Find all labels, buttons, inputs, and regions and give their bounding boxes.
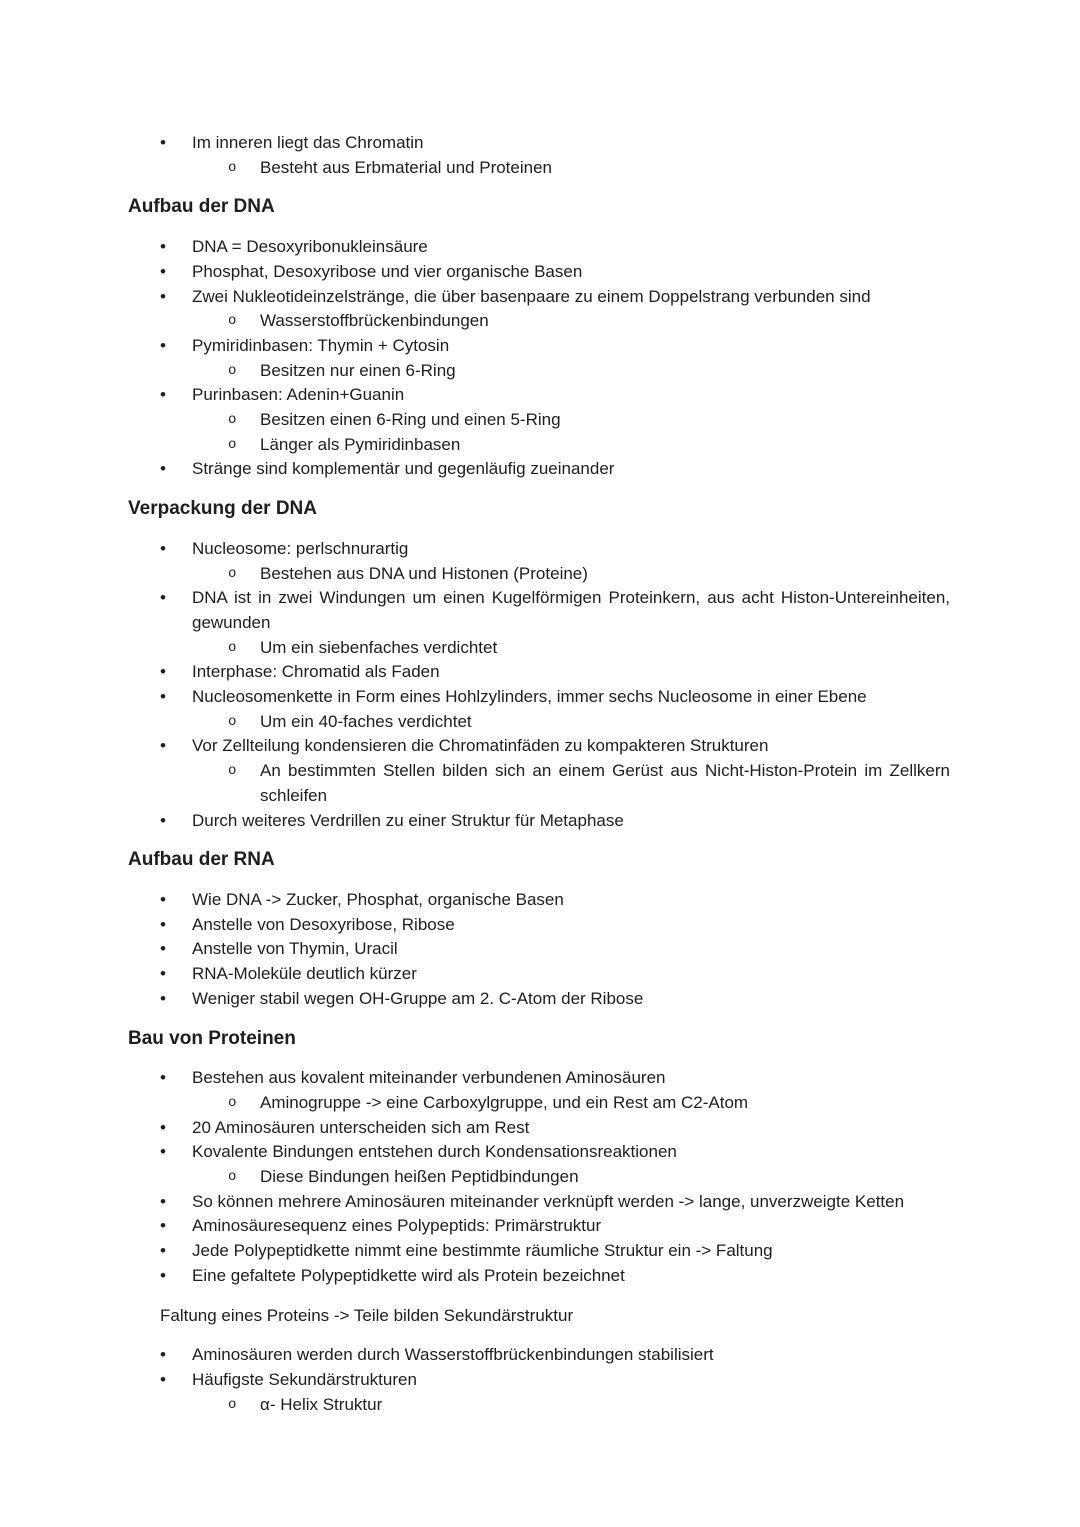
list-item: [128, 156, 950, 181]
list-item-text: DNA ist in zwei Windungen um einen Kugelförmigen Proteinkern, aus acht Histon-Untereinheiten, gewunden: [192, 588, 950, 632]
list-item: [128, 636, 950, 661]
circle-bullet-icon: o: [228, 436, 237, 453]
bullet-list: [128, 1066, 950, 1288]
list-item-text: DNA = Desoxyribonukleinsäure: [192, 237, 428, 257]
bullet-list: [128, 235, 950, 482]
circle-bullet-icon: o: [228, 639, 237, 656]
circle-bullet-icon: o: [228, 1169, 237, 1186]
bullet-icon: •: [160, 1369, 166, 1389]
list-item: [128, 131, 950, 156]
bullet-icon: •: [160, 988, 166, 1008]
bullet-icon: •: [160, 889, 166, 909]
list-item: [128, 734, 950, 759]
section-heading-verpackung-der-dna: Verpackung der DNA: [128, 498, 317, 520]
list-item: [128, 710, 950, 735]
bullet-icon: •: [160, 1142, 166, 1162]
circle-bullet-icon: o: [228, 763, 237, 780]
list-item: [128, 586, 950, 635]
list-item: [128, 235, 950, 260]
list-item: [128, 1393, 950, 1418]
bullet-icon: •: [160, 261, 166, 281]
section-heading-aufbau-der-rna: Aufbau der RNA: [128, 849, 275, 871]
list-item-text: Häufigste Sekundärstrukturen: [192, 1369, 417, 1389]
bullet-icon: •: [160, 1117, 166, 1137]
bullet-icon: •: [160, 1216, 166, 1236]
list-item: [128, 433, 950, 458]
bullet-list: [128, 1343, 950, 1417]
list-item-text: Um ein siebenfaches verdichtet: [260, 637, 498, 657]
list-item-text: Stränge sind komplementär und gegenläufig zueinander: [192, 459, 615, 479]
list-item: [128, 1116, 950, 1141]
list-item-text: Im inneren liegt das Chromatin: [192, 133, 424, 152]
list-item-text: Wasserstoffbrückenbindungen: [260, 311, 489, 331]
list-item: [128, 408, 950, 433]
list-item-text: So können mehrere Aminosäuren miteinander verknüpft werden -> lange, unverzweigte Ketten: [192, 1191, 905, 1211]
list-item: [128, 987, 950, 1012]
bullet-list: [128, 537, 950, 833]
list-item: [128, 888, 950, 913]
circle-bullet-icon: o: [228, 313, 237, 330]
bullet-icon: •: [160, 1191, 166, 1211]
list-item-text: RNA-Moleküle deutlich kürzer: [192, 964, 417, 984]
list-item-text: Besitzen einen 6-Ring und einen 5-Ring: [260, 410, 561, 430]
list-item-text: Wie DNA -> Zucker, Phosphat, organische Basen: [192, 889, 564, 909]
list-item: [128, 809, 950, 834]
list-item-text: Anstelle von Thymin, Uracil: [192, 939, 398, 959]
list-item-text: Phosphat, Desoxyribose und vier organische Basen: [192, 261, 583, 281]
list-item: [128, 359, 950, 384]
list-item: [128, 457, 950, 482]
list-item: [128, 913, 950, 938]
list-item-text: Kovalente Bindungen entstehen durch Kondensationsreaktionen: [192, 1142, 677, 1162]
bullet-icon: •: [160, 588, 166, 608]
list-item-text: α- Helix Struktur: [260, 1394, 383, 1414]
list-item: [128, 937, 950, 962]
circle-bullet-icon: o: [228, 565, 237, 582]
list-item-text: Länger als Pymiridinbasen: [260, 434, 461, 454]
list-item-text: Besteht aus Erbmaterial und Proteinen: [260, 157, 553, 177]
bullet-icon: •: [160, 1241, 166, 1261]
list-item: [128, 537, 950, 562]
list-item: [128, 309, 950, 334]
list-item: [128, 562, 950, 587]
list-item: [128, 334, 950, 359]
section-heading-bau-von-proteinen: Bau von Proteinen: [128, 1027, 296, 1049]
bullet-icon: •: [160, 914, 166, 934]
bullet-icon: •: [160, 810, 166, 830]
list-item: [128, 962, 950, 987]
list-item-text: Besitzen nur einen 6-Ring: [260, 360, 456, 380]
list-item: [128, 260, 950, 285]
list-item: [128, 1239, 950, 1264]
list-item: [128, 1190, 950, 1215]
list-item: [128, 285, 950, 310]
circle-bullet-icon: o: [228, 362, 237, 379]
bullet-icon: •: [160, 237, 166, 257]
document-content: [128, 131, 950, 1432]
list-item-text: Vor Zellteilung kondensieren die Chromatinfäden zu kompakteren Strukturen: [192, 736, 769, 756]
list-item-text: Bestehen aus DNA und Histonen (Proteine): [260, 563, 588, 583]
list-item-text: Jede Polypeptidkette nimmt eine bestimmte räumliche Struktur ein -> Faltung: [192, 1241, 773, 1261]
list-item-text: Aminosäuren werden durch Wasserstoffbrückenbindungen stabilisiert: [192, 1345, 714, 1365]
bullet-icon: •: [160, 1345, 166, 1365]
list-item: [128, 660, 950, 685]
list-item-text: Nucleosomenkette in Form eines Hohlzylinders, immer sechs Nucleosome in einer Ebene: [192, 687, 867, 707]
list-item-text: Bestehen aus kovalent miteinander verbundenen Aminosäuren: [192, 1068, 666, 1088]
list-item: [128, 1264, 950, 1289]
bullet-icon: •: [160, 939, 166, 959]
bullet-icon: •: [160, 385, 166, 405]
circle-bullet-icon: o: [228, 1396, 237, 1413]
list-item-text: Zwei Nukleotideinzelstränge, die über basenpaare zu einem Doppelstrang verbunden sind: [192, 286, 871, 306]
list-item: [128, 1091, 950, 1116]
list-item-text: Aminogruppe -> eine Carboxylgruppe, und ein Rest am C2-Atom: [260, 1092, 749, 1112]
list-item-text: Nucleosome: perlschnurartig: [192, 538, 409, 558]
list-item-text: Interphase: Chromatid als Faden: [192, 662, 440, 682]
list-item: [128, 383, 950, 408]
bullet-icon: •: [160, 286, 166, 306]
bullet-icon: •: [160, 133, 166, 152]
list-item: [128, 685, 950, 710]
bullet-icon: •: [160, 459, 166, 479]
list-item: [128, 1140, 950, 1165]
list-item-text: Eine gefaltete Polypeptidkette wird als Protein bezeichnet: [192, 1265, 625, 1285]
list-item: [128, 1165, 950, 1190]
bullet-icon: •: [160, 964, 166, 984]
bullet-icon: •: [160, 538, 166, 558]
circle-bullet-icon: o: [228, 1094, 237, 1111]
circle-bullet-icon: o: [228, 412, 237, 429]
list-item-text: An bestimmten Stellen bilden sich an einem Gerüst aus Nicht-Histon-Protein im Zellkern schleifen: [260, 761, 950, 805]
list-item-text: Diese Bindungen heißen Peptidbindungen: [260, 1167, 579, 1187]
bullet-icon: •: [160, 1068, 166, 1088]
section-heading-aufbau-der-dna: Aufbau der DNA: [128, 196, 275, 218]
bullet-icon: •: [160, 662, 166, 682]
paragraph-faltung: Faltung eines Proteins -> Teile bilden Sekundärstruktur: [160, 1305, 574, 1325]
list-item-text: Durch weiteres Verdrillen zu einer Struktur für Metaphase: [192, 810, 624, 830]
bullet-list: [128, 888, 950, 1012]
list-item-text: Pymiridinbasen: Thymin + Cytosin: [192, 335, 450, 355]
list-item: [128, 1066, 950, 1091]
list-item-text: Anstelle von Desoxyribose, Ribose: [192, 914, 455, 934]
list-item: [128, 759, 950, 808]
circle-bullet-icon: o: [228, 713, 237, 730]
list-item: [128, 1214, 950, 1239]
list-item-text: Purinbasen: Adenin+Guanin: [192, 385, 405, 405]
bullet-icon: •: [160, 736, 166, 756]
circle-bullet-icon: o: [228, 159, 237, 176]
list-item-text: Aminosäuresequenz eines Polypeptids: Primärstruktur: [192, 1216, 602, 1236]
list-item-text: Weniger stabil wegen OH-Gruppe am 2. C-Atom der Ribose: [192, 988, 644, 1008]
bullet-icon: •: [160, 687, 166, 707]
bullet-list: [128, 131, 950, 180]
list-item-text: 20 Aminosäuren unterscheiden sich am Rest: [192, 1117, 530, 1137]
list-item: [128, 1368, 950, 1393]
bullet-icon: •: [160, 1265, 166, 1285]
bullet-icon: •: [160, 335, 166, 355]
list-item: [128, 1343, 950, 1368]
list-item-text: Um ein 40-faches verdichtet: [260, 711, 472, 731]
